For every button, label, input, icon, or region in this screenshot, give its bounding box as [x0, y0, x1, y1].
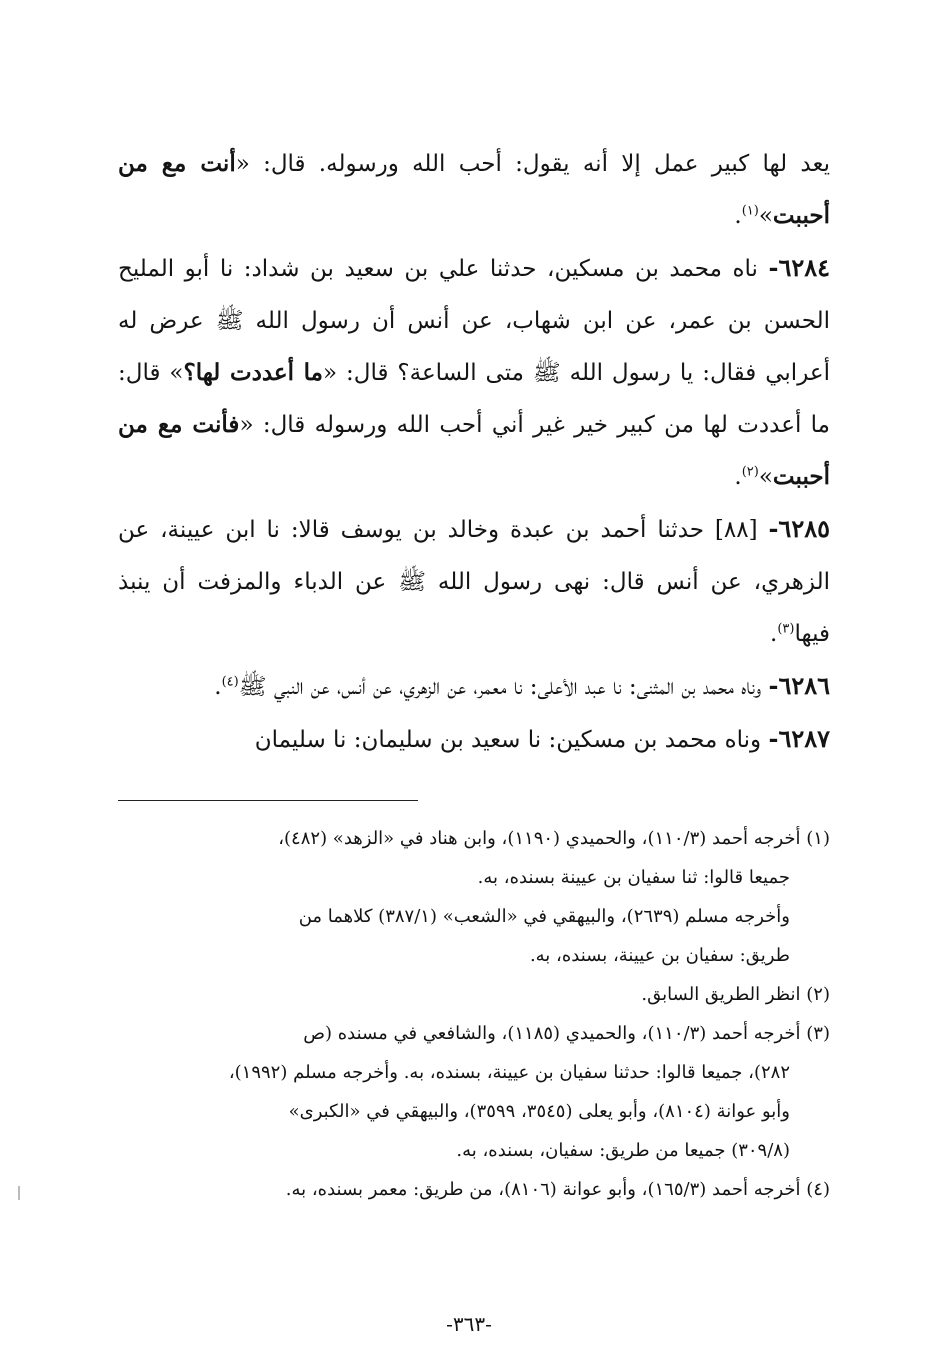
- hadith-number-6284: ٦٢٨٤-: [768, 253, 830, 282]
- hadith-6284-paragraph: [118, 242, 830, 503]
- footnotes: [118, 819, 830, 1209]
- hadith-6286-text: وناه محمد بن المثنى: نا عبد الأعلى: نا معمر، عن الزهري، عن أنس، عن النبي ﷺ: [238, 674, 769, 700]
- hadith-6287-paragraph: [118, 713, 830, 766]
- footnote-3-line: ٢٨٢)، جميعا قالوا: حدثنا سفيان بن عيينة، بسنده، به. وأخرجه مسلم (١٩٩٢)،: [228, 1062, 790, 1083]
- hadith-tail-end: .: [734, 203, 742, 229]
- hadith-tail-close: »: [758, 203, 773, 229]
- main-text: [118, 138, 830, 766]
- hadith-number-6287: ٦٢٨٧-: [768, 724, 830, 753]
- hadith-6284-text: ناه محمد بن مسكين، حدثنا علي بن سعيد بن شداد: نا أبو المليح الحسن بن عمر، عن ابن شهاب، عن أنس أن رسول الله ﷺ عرض له أعرابي فقال: يا رسول الله ﷺ متى الساعة؟ قال: «: [118, 256, 830, 386]
- footnote-ref-3[interactable]: (٣): [777, 621, 795, 637]
- footnote-ref-4[interactable]: (٤): [221, 674, 239, 690]
- hadith-6286-paragraph: [118, 660, 830, 713]
- hadith-6284-close: »: [758, 464, 773, 490]
- hadith-6284-quote-1: ما أعددت لها؟: [183, 359, 323, 386]
- footnote-ref-1[interactable]: (١): [741, 203, 759, 219]
- footnote-1-line: جميعا قالوا: ثنا سفيان بن عيينة بسنده، به.: [477, 867, 790, 888]
- page-number: -٣٦٣-: [446, 1312, 492, 1336]
- hadith-6285-paragraph: [118, 503, 830, 660]
- hadith-number-6285: ٦٢٨٥-: [768, 514, 830, 543]
- footnote-divider: [118, 800, 418, 801]
- hadith-6285-text: حدثنا أحمد بن عبدة وخالد بن يوسف قالا: نا ابن عيينة، عن الزهري، عن أنس قال: نهى رسول الله ﷺ عن الدباء والمزفت أن ينبذ فيها: [118, 517, 830, 647]
- hadith-tail-quote: أنت مع من أحببت: [118, 150, 830, 229]
- hadith-6287-text: وناه محمد بن مسكين: نا سعيد بن سليمان: نا سليمان: [254, 727, 769, 753]
- hadith-6284-text-2: » قال: ما أعددت لها من كبير خير غير أني أحب الله ورسوله قال: «: [118, 360, 830, 438]
- hadith-6285-ref: [٨٨]: [703, 517, 769, 543]
- footnote-3: (٣) أخرجه أحمد (١١٠/٣)، والحميدي (١١٨٥)، والشافعي في مسنده (ص: [303, 1023, 830, 1044]
- footnote-4: (٤) أخرجه أحمد (١٦٥/٣)، وأبو عوانة (٨١٠٦)، من طريق: معمر بسنده، به.: [285, 1179, 830, 1200]
- hadith-6285-end: .: [770, 621, 778, 647]
- hadith-6284-quote-2: فأنت مع من أحببت: [118, 411, 830, 490]
- footnote-1-line: وأخرجه مسلم (٢٦٣٩)، والبيهقي في «الشعب» (٣٨٧/١) كلاهما من: [298, 906, 790, 927]
- footnote-2: (٢) انظر الطريق السابق.: [641, 984, 830, 1005]
- footnote-3-line: وأبو عوانة (٨١٠٤)، وأبو يعلى (٣٥٤٥، ٣٥٩٩)، والبيهقي في «الكبرى»: [288, 1101, 790, 1122]
- scan-mark: [18, 1186, 20, 1200]
- footnote-ref-2[interactable]: (٢): [741, 464, 759, 480]
- hadith-tail-text: يعد لها كبير عمل إلا أنه يقول: أحب الله ورسوله. قال: «: [235, 151, 830, 177]
- hadith-6284-end: .: [734, 464, 742, 490]
- page-body: [118, 138, 830, 1209]
- hadith-tail-paragraph: [118, 138, 830, 242]
- hadith-6286-end: .: [214, 674, 222, 700]
- footnote-1: (١) أخرجه أحمد (١١٠/٣)، والحميدي (١١٩٠)، وابن هناد في «الزهد» (٤٨٢)،: [278, 828, 830, 849]
- footnote-1-line: طريق: سفيان بن عيينة، بسنده، به.: [529, 945, 790, 966]
- hadith-number-6286: ٦٢٨٦-: [768, 671, 830, 700]
- footnote-3-line: (٣٠٩/٨) جميعا من طريق: سفيان، بسنده، به.: [456, 1140, 790, 1161]
